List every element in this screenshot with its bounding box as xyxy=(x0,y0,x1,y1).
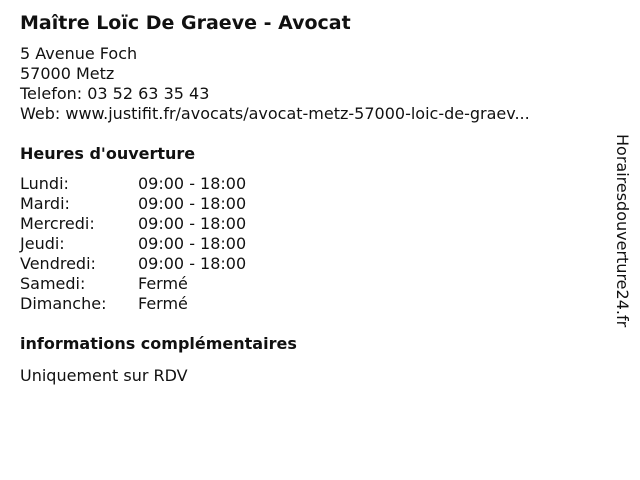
day-label: Dimanche: xyxy=(20,294,107,313)
time-value: Fermé xyxy=(138,294,188,313)
time-value: 09:00 - 18:00 xyxy=(138,194,247,213)
day-label: Samedi: xyxy=(20,274,86,293)
day-label: Jeudi: xyxy=(20,234,65,253)
time-value: 09:00 - 18:00 xyxy=(138,174,247,193)
phone-number: Telefon: 03 52 63 35 43 xyxy=(20,84,210,103)
info-heading: informations complémentaires xyxy=(20,334,297,353)
hours-heading: Heures d'ouverture xyxy=(20,144,196,163)
street-address: 5 Avenue Foch xyxy=(20,44,138,63)
info-text: Uniquement sur RDV xyxy=(20,366,188,385)
day-label: Vendredi: xyxy=(20,254,96,273)
day-label: Lundi: xyxy=(20,174,69,193)
day-label: Mercredi: xyxy=(20,214,95,233)
day-label: Mardi: xyxy=(20,194,70,213)
time-value: 09:00 - 18:00 xyxy=(138,214,247,233)
city-address: 57000 Metz xyxy=(20,64,115,83)
address-block xyxy=(20,44,530,124)
website-link[interactable]: Web: www.justifit.fr/avocats/avocat-metz-57000-loic-de-graev... xyxy=(20,104,530,123)
time-value: Fermé xyxy=(138,274,188,293)
time-value: 09:00 - 18:00 xyxy=(138,254,247,273)
site-watermark: Horairesdouverture24.fr xyxy=(613,134,632,328)
page-title: Maître Loïc De Graeve - Avocat xyxy=(20,12,351,34)
time-value: 09:00 - 18:00 xyxy=(138,234,247,253)
